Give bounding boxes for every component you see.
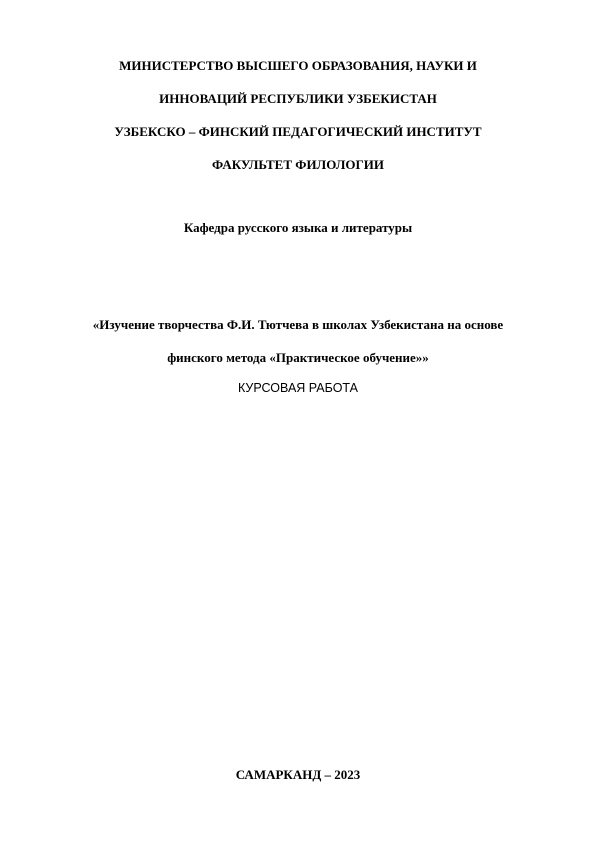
work-title-line-2: финского метода «Практическое обучение»» <box>167 350 429 365</box>
ministry-heading-line-1: МИНИСТЕРСТВО ВЫСШЕГО ОБРАЗОВАНИЯ, НАУКИ И <box>119 58 477 73</box>
city-year-footer: САМАРКАНД – 2023 <box>235 767 361 782</box>
faculty-heading: ФАКУЛЬТЕТ ФИЛОЛОГИИ <box>211 157 384 172</box>
ministry-heading-line-2: ИННОВАЦИЙ РЕСПУБЛИКИ УЗБЕКИСТАН <box>159 91 437 106</box>
department-heading: Кафедра русского языка и литературы <box>183 220 413 235</box>
institute-heading: УЗБЕКСКО – ФИНСКИЙ ПЕДАГОГИЧЕСКИЙ ИНСТИТУТ <box>114 124 482 139</box>
work-type-label: КУРСОВАЯ РАБОТА <box>238 381 358 395</box>
work-title-line-1: «Изучение творчества Ф.И. Тютчева в школах Узбекистана на основе <box>92 317 504 332</box>
